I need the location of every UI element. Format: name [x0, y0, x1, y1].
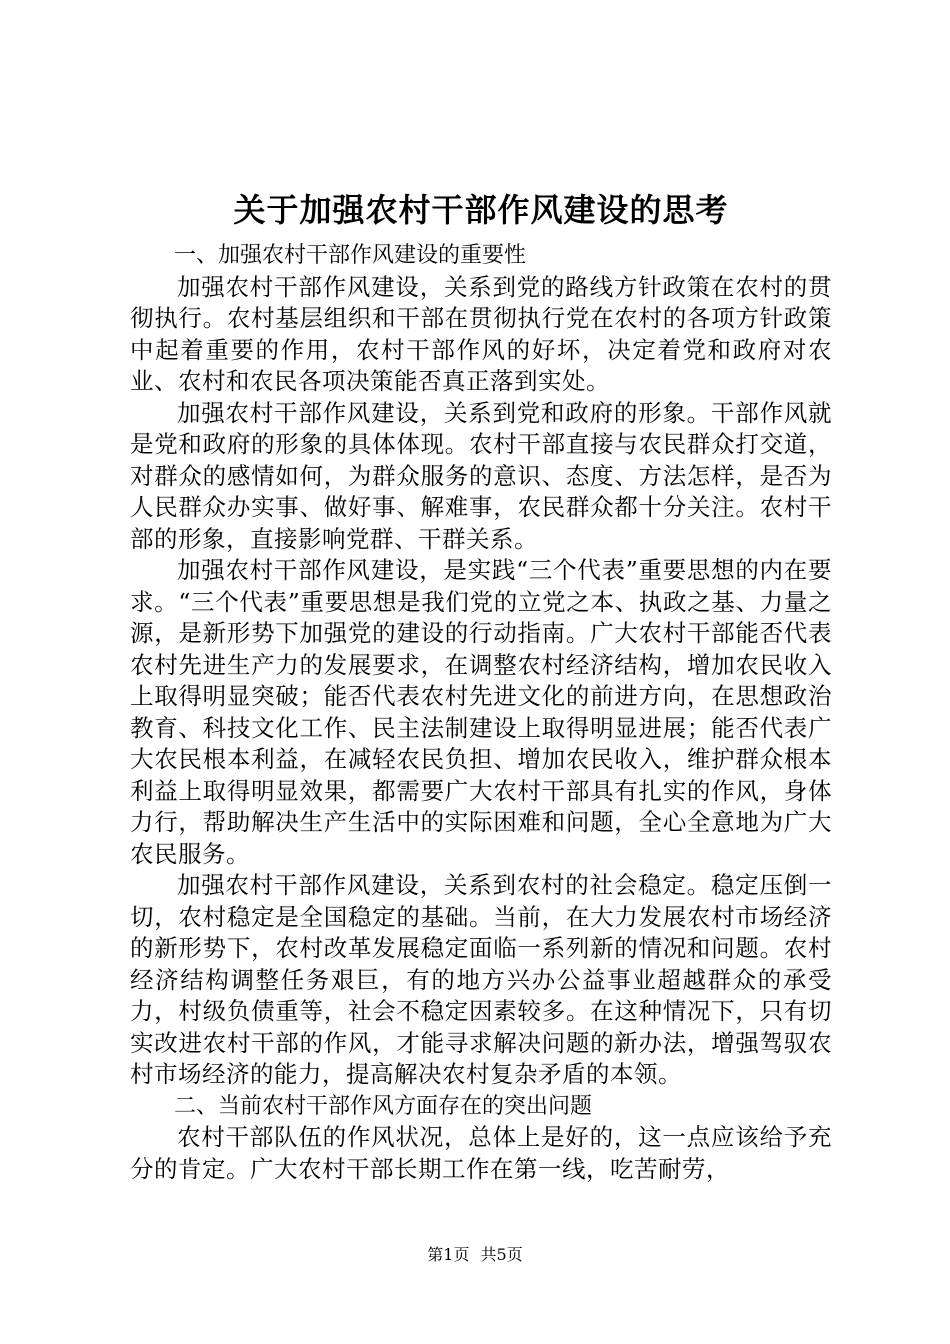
document-title: 关于加强农村干部作风建设的思考: [233, 191, 729, 229]
section-heading-2: 二、当前农村干部作风方面存在的突出问题: [174, 1093, 593, 1119]
page-total: 共5页: [480, 1245, 523, 1264]
paragraph-5: 农村干部队伍的作风状况，总体上是好的，这一点应该给予充分的肯定。广大农村干部长期工作在第一线，吃苦耐劳，: [130, 1123, 832, 1183]
page-footer: [0, 1245, 950, 1265]
paragraph-4: 加强农村干部作风建设，关系到农村的社会稳定。稳定压倒一切，农村稳定是全国稳定的基础。当前，在大力发展农村市场经济的新形势下，农村改革发展稳定面临一系列新的情况和问题。农村经济结构调整任务艰巨，有的地方兴办公益事业超越群众的承受力，村级负债重等，社会不稳定因素较多。在这种情况下，只有切实改进农村干部的作风，才能寻求解决问题的新办法，增强驾驭农村市场经济的能力，提高解决农村复杂矛盾的本领。: [130, 871, 832, 1088]
document-page: [130, 182, 832, 1185]
page-number: 第1页: [427, 1245, 470, 1264]
paragraph-2: 加强农村干部作风建设，关系到党和政府的形象。干部作风就是党和政府的形象的具体体现。农村干部直接与农民群众打交道，对群众的感情如何，为群众服务的意识、态度、方法怎样，是否为人民群众办实事、做好事、解难事，农民群众都十分关注。农村干部的形象，直接影响党群、干群关系。: [130, 398, 832, 553]
paragraph-3: 加强农村干部作风建设，是实践“三个代表”重要思想的内在要求。“三个代表”重要思想是我们党的立党之本、执政之基、力量之源，是新形势下加强党的建设的行动指南。广大农村干部能否代表农村先进生产力的发展要求，在调整农村经济结构，增加农民收入上取得明显突破；能否代表农村先进文化的前进方向，在思想政治教育、科技文化工作、民主法制建设上取得明显进展；能否代表广大农民根本利益，在减轻农民负担、增加农民收入，维护群众根本利益上取得明显效果，都需要广大农村干部具有扎实的作风，身体力行，帮助解决生产生活中的实际困难和问题，全心全意地为广大农民服务。: [130, 556, 832, 868]
paragraph-1: 加强农村干部作风建设，关系到党的路线方针政策在农村的贯彻执行。农村基层组织和干部在贯彻执行党在农村的各项方针政策中起着重要的作用，农村干部作风的好坏，决定着党和政府对农业、农村和农民各项决策能否真正落到实处。: [130, 272, 832, 395]
section-heading-1: 一、加强农村干部作风建设的重要性: [174, 243, 527, 268]
